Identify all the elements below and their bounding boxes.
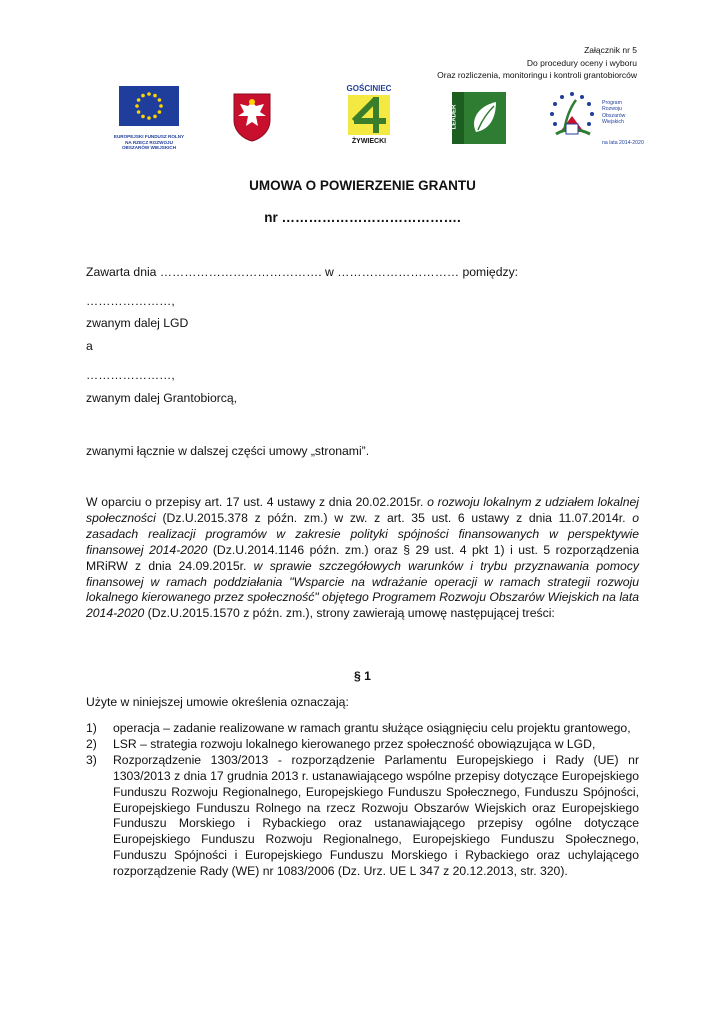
party-grantee-placeholder: …………………,: [86, 368, 175, 382]
definitions-list: [86, 721, 639, 880]
list-item-number: 1): [86, 721, 97, 735]
list-item: [86, 721, 639, 737]
contract-number: nr ………………………………….: [264, 210, 461, 225]
prow-years-text: na lata 2014-2020: [602, 140, 644, 146]
list-item-number: 2): [86, 736, 97, 751]
logo-bar: [100, 84, 644, 158]
leader-logo: [452, 92, 506, 149]
leader-text: LEADER: [451, 104, 458, 130]
number-four-icon: [346, 93, 392, 137]
basis-text-2: (Dz.U.2015.378 z późn. zm.) w zw. z art. 35 ust. 6 ustawy z dnia 11.07.2014r.: [155, 510, 633, 525]
gosciniec-zywiecki-logo: [338, 84, 400, 145]
basis-italic-2: o zasadach realizacji programów w zakresie polityki spójności finansowanych w perspektywie finansowej 2014-2020: [86, 510, 639, 557]
prow-text-3: Obszarów: [602, 112, 626, 119]
party-lgd-called: zwanym dalej LGD: [86, 316, 189, 330]
zywiecki-text: ŻYWIECKI: [351, 138, 387, 145]
basis-text-4: (Dz.U.2015.1570 z późn. zm.), strony zawierają umowę następującej treści:: [144, 606, 555, 621]
basis-italic-3: w sprawie szczegółowych warunków i trybu przyznawania pomocy finansowej w ramach poddziałania "Wsparcie na wdrażanie operacji w ramach strategii rozwoju lokalnego kierowanego przez społeczność" objętego Programem Rozwoju Obszarów Wiejskich na lata 2014-2020: [86, 558, 639, 621]
malopolska-crest-logo: [232, 92, 272, 147]
list-item-text: LSR – strategia rozwoju lokalnego kierowanego przez społeczność obowiązująca w LGD,: [113, 736, 596, 751]
party-lgd-placeholder: …………………,: [86, 294, 175, 308]
list-item-text: Rozporządzenie 1303/2013 - rozporządzenie Parlamentu Europejskiego i Rady (UE) nr 1303/2013 z dnia 17 grudnia 2013 r. ustanawiającego wspólne przepisy dotyczące Europejskiego Funduszu Rozwoju Regionalnego, Europejskiego Funduszu Społecznego, Funduszu Spójności, Europejskiego Funduszu Rolnego na rzecz Rozwoju Obszarów Wiejskich oraz Europejskiego Funduszu Morskiego i Rybackiego oraz ustanawiającego przepisy ogólne dotyczące Europejskiego Funduszu Rozwoju Regionalnego, Europejskiego Funduszu Społecznego, Funduszu Spójności i Europejskiego Funduszu Morskiego i Rybackiego oraz uchylającego rozporządzenie Rady (WE) nr 1083/2006 (Dz. Urz. UE L 347 z 20.12.2013, str. 320).: [113, 752, 639, 879]
basis-text-3: (Dz.U.2014.1146 późn. zm.) oraz § 29 ust. 4 pkt 1) i ust. 5 rozporządzenia MRiRW z dnia 24.09.2015r.: [86, 542, 639, 573]
and-conjunction: a: [86, 339, 93, 353]
legal-basis-paragraph: [86, 495, 639, 622]
attachment-procedure: Do procedury oceny i wyboru: [526, 57, 637, 68]
eagle-crest-icon: [232, 92, 272, 142]
prow-text-4: Wiejskich: [602, 118, 624, 125]
basis-italic-1: o rozwoju lokalnym z udziałem lokalnej społeczności: [86, 495, 639, 525]
concluded-line: Zawarta dnia …………………………………. w ………………………… pomiędzy:: [86, 265, 519, 279]
attachment-header: [437, 44, 637, 82]
definitions-intro: Użyte w niniejszej umowie określenia oznaczają:: [86, 695, 349, 709]
list-item: [86, 753, 639, 880]
eu-logo-text-2: NA RZECZ ROZWOJU: [125, 139, 173, 145]
prow-emblem-icon: [546, 88, 598, 142]
eu-efrrow-logo: [108, 86, 190, 151]
attachment-scope: Oraz rozliczenia, monitoringu i kontroli grantobiorców: [437, 70, 637, 80]
section-1-heading: § 1: [354, 669, 371, 683]
basis-text-1: W oparciu o przepisy art. 17 ust. 4 ustawy z dnia 20.02.2015r.: [86, 495, 428, 509]
eu-logo-text-3: OBSZARÓW WIEJSKICH: [121, 145, 177, 151]
list-item-number: 3): [86, 752, 97, 767]
eu-flag-icon: [119, 86, 179, 126]
prow-logo: [546, 88, 650, 146]
leader-leaf-icon: [452, 92, 506, 144]
attachment-number: Załącznik nr 5: [584, 45, 637, 55]
parties-together: zwanymi łącznie w dalszej części umowy „stronami”.: [86, 444, 370, 458]
contract-title: UMOWA O POWIERZENIE GRANTU: [249, 178, 476, 193]
prow-text-1: Program: [602, 100, 622, 106]
gosciniec-text: GOŚCINIEC: [346, 84, 392, 93]
list-item: [86, 737, 639, 753]
eu-logo-text-1: EUROPEJSKI FUNDUSZ ROLNY: [113, 134, 185, 139]
party-grantee-called: zwanym dalej Grantobiorcą,: [86, 391, 238, 405]
list-item-text: operacja – zadanie realizowane w ramach grantu służące osiągnięciu celu projektu grantowego,: [113, 721, 631, 735]
prow-text-2: Rozwoju: [602, 106, 622, 113]
